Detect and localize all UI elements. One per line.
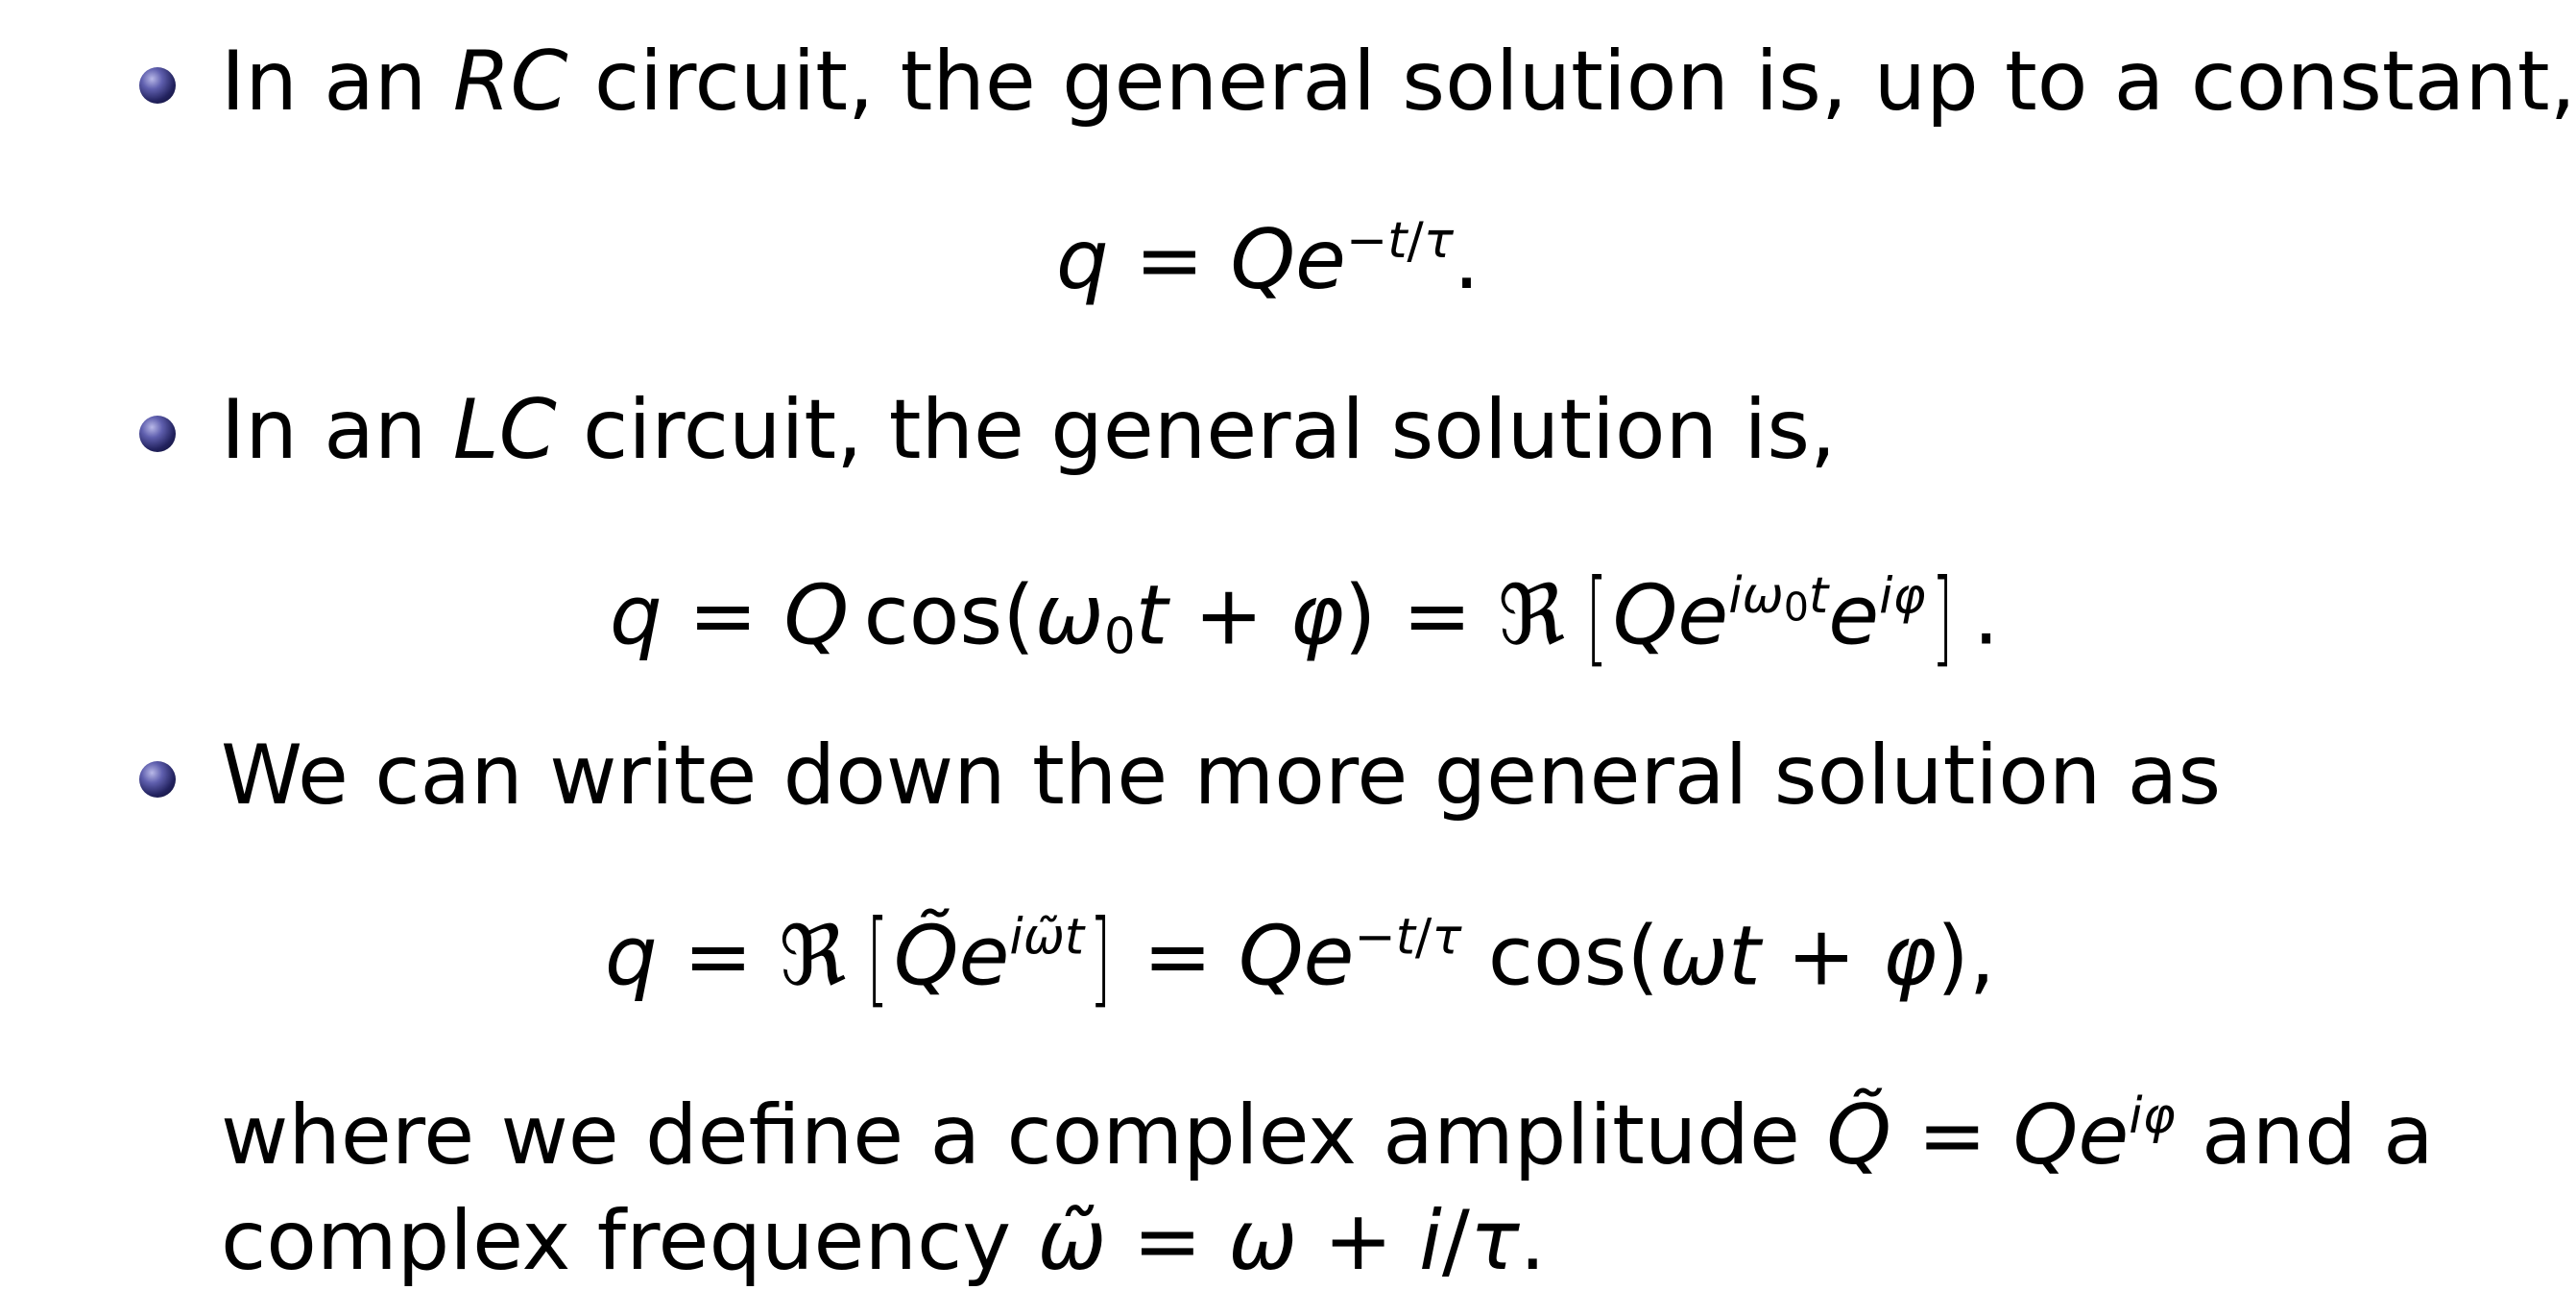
- equation-general: q = ℜ $[Q̃e^{i\omegãt}] = Qe^{-t/\tau}$ cos(ωt + φ),: [605, 898, 1996, 1018]
- paragraph-line-2-a: complex frequency: [221, 1193, 1038, 1289]
- bullet-1-pre: In an: [221, 34, 453, 130]
- equation-lc: q = Q $\cos(\omega_0t + \varphi)$ = ℜ $[Qe^{i\omega_0t}e^{i\varphi}]$ .: [610, 558, 2000, 678]
- bullet-2-post: circuit, the general solution is,: [556, 382, 1837, 478]
- bullet-text-rc: [221, 34, 2576, 130]
- bullet-3-text: We can write down the more general solution as: [221, 728, 2222, 824]
- paragraph-line-1: where we define a complex amplitude Q̃ = $Qe^{i\varphi}$ and a: [221, 1087, 2434, 1183]
- bullet-2-pre: In an: [221, 382, 453, 478]
- paragraph-line-1-a: where we define a complex amplitude: [221, 1087, 1827, 1183]
- bullet-1-italic: RC: [452, 34, 568, 130]
- bullet-text-general: [221, 728, 2222, 824]
- equation-rc: $q = Qe^{-t/\tau}$.: [1056, 212, 1481, 308]
- bullet-ball-icon: [139, 761, 176, 798]
- bullet-ball-icon: [139, 416, 176, 452]
- bullet-1-post: circuit, the general solution is, up to a constant,: [567, 34, 2576, 130]
- paragraph-line-2: complex frequency ω̃ = ω + i/τ.: [221, 1193, 1547, 1289]
- paragraph-line-1-b: and a: [2175, 1087, 2434, 1183]
- bullet-text-lc: [221, 382, 1837, 478]
- bullet-2-italic: LC: [452, 382, 557, 478]
- bullet-ball-icon: [139, 67, 176, 104]
- paragraph-line-2-b: .: [1519, 1193, 1547, 1289]
